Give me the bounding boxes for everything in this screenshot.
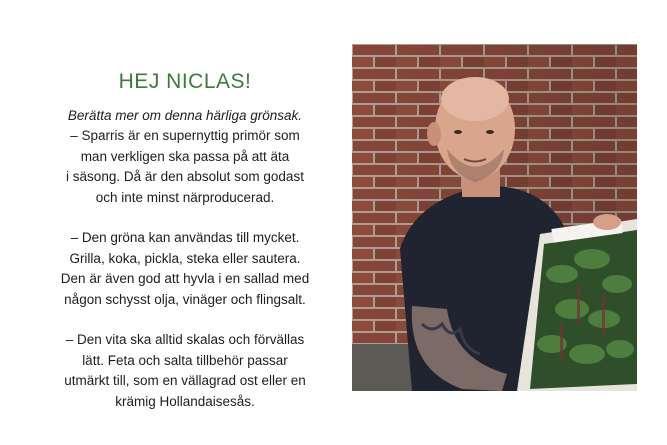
article-heading: HEJ NICLAS! xyxy=(118,70,252,93)
hand xyxy=(593,214,621,230)
portrait-illustration xyxy=(352,44,637,391)
answer-line: någon schysst olja, vinäger och flingsalt. xyxy=(64,291,306,307)
portrait-photo xyxy=(352,44,637,391)
answer-line: utmärkt till, som en vällagrad ost eller en xyxy=(64,373,306,388)
answer-line: – Sparris är en supernyttig primör som xyxy=(70,128,300,143)
answer-line: – Den vita ska alltid skalas och förvällas xyxy=(65,332,305,347)
interview-question: Berätta mer om denna härliga grönsak. xyxy=(67,108,303,123)
answer-line: i säsong. Då är den absolut som godast xyxy=(66,169,304,184)
answer-line: Grilla, koka, pickla, steka eller sautera. xyxy=(69,250,301,266)
answer-line: och inte minst närproducerad. xyxy=(95,189,275,205)
article-text-column xyxy=(40,68,330,432)
answer-line: krämig Hollandaisesås. xyxy=(115,393,255,409)
answer-line: – Den gröna kan användas till mycket. xyxy=(70,230,300,245)
answer-paragraph-3 xyxy=(40,330,330,412)
answer-paragraph-2 xyxy=(40,228,330,310)
answer-paragraph-1 xyxy=(40,126,330,208)
answer-line: Den är även god att hyvla i en sallad med xyxy=(60,271,310,286)
answer-line: man verkligen ska passa på att äta xyxy=(80,148,290,164)
answer-line: lätt. Feta och salta tillbehör passar xyxy=(82,352,288,368)
